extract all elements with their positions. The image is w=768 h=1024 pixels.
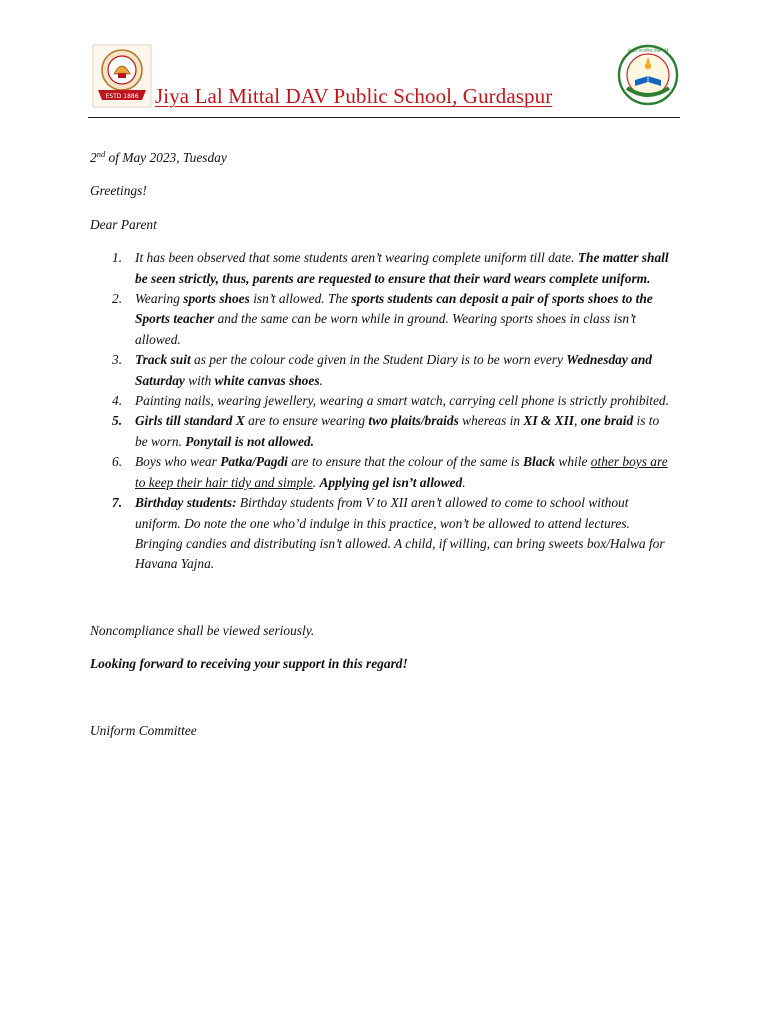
rule-text: Ponytail is not allowed. (185, 433, 314, 449)
rule-number: 7. (112, 495, 123, 511)
rule-text: XI & XII (523, 413, 574, 429)
cbse-logo-text: केन्द्रीय माध्यमिक शिक्षा बोर्ड (627, 48, 669, 53)
letterhead (0, 0, 768, 120)
date-suffix: nd (96, 149, 106, 159)
rule-number: 2. (112, 291, 123, 307)
rule-text: other boys are to keep their hair tidy and simple (135, 454, 668, 490)
rule-item (90, 411, 670, 452)
rule-text: Birthday students from V to XII aren’t allowed to come to school without uniform. Do note the one who’d indulge in this practice, won’t be allowed to attend lectures. Bringing candies and distributing isn’t allowed. A child, if willing, can bring sweets box/Halwa for Havana Yajna. (135, 495, 665, 572)
rule-number: 4. (112, 393, 123, 409)
rule-item (90, 493, 670, 575)
rule-number: 3. (112, 352, 123, 368)
signature: Uniform Committee (90, 722, 197, 738)
closing-line: Looking forward to receiving your support in this regard! (90, 656, 408, 672)
rule-item (90, 248, 670, 289)
rule-text: Boys who wear (135, 454, 221, 470)
rule-item (90, 452, 670, 493)
rule-text: is to be worn. (135, 413, 660, 449)
rule-text: . (312, 474, 320, 490)
rule-item (90, 391, 670, 411)
rule-item (90, 289, 670, 350)
rule-text: . (462, 474, 466, 490)
date-day: 2 (90, 150, 97, 165)
rule-text: It has been observed that some students aren’t wearing complete uniform till date. (135, 250, 578, 266)
dav-logo (92, 44, 152, 108)
date-rest: of May 2023, Tuesday (105, 150, 227, 165)
rule-text: are to ensure that the colour of the same is (287, 454, 524, 470)
rule-text: Wearing (135, 291, 184, 307)
salutation: Dear Parent (90, 216, 157, 232)
letter-date (90, 148, 670, 168)
rule-text: are to ensure wearing (244, 413, 369, 429)
rule-text: Track suit (135, 352, 191, 368)
rule-text: The matter shall be seen strictly, thus, parents are requested to ensure that their ward wears complete uniform. (135, 250, 669, 286)
letter-body (90, 148, 670, 741)
rule-number: 1. (112, 250, 123, 266)
rule-item (90, 350, 670, 391)
rule-text: two plaits/braids (368, 413, 459, 429)
rule-text: Patka/Pagdi (220, 454, 288, 470)
rule-text: Wednesday and Saturday (135, 352, 652, 388)
rule-text: Birthday students: (135, 495, 237, 511)
rule-text: Applying gel isn’t allowed (319, 474, 463, 490)
uniform-rules-list (90, 248, 670, 575)
header-divider (88, 117, 680, 118)
rule-number: 6. (112, 454, 123, 470)
rule-text: sports shoes (183, 291, 250, 307)
rule-text: with (184, 372, 215, 388)
rule-number: 5. (112, 413, 123, 429)
rule-text: one braid (580, 413, 634, 429)
rule-text: white canvas shoes (214, 372, 320, 388)
rule-text: sports students can deposit a pair of sports shoes to the Sports teacher (135, 291, 653, 327)
rule-text: whereas in (458, 413, 524, 429)
rule-text: isn’t allowed. The (249, 291, 352, 307)
noncompliance-note: Noncompliance shall be viewed seriously. (90, 622, 315, 638)
rule-text: Black (523, 454, 556, 470)
rule-text: Girls till standard X (135, 413, 245, 429)
rule-text: . (319, 372, 323, 388)
dav-logo-text: ESTD 1886 (105, 93, 139, 100)
rule-text: , (574, 413, 581, 429)
cbse-logo (617, 44, 679, 106)
rule-text: while (555, 454, 591, 470)
rule-text: and the same can be worn while in ground. Wearing sports shoes in class isn’t allowed. (135, 311, 636, 347)
rule-text: as per the colour code given in the Student Diary is to be worn every (190, 352, 567, 368)
school-name: Jiya Lal Mittal DAV Public School, Gurdaspur (155, 84, 553, 108)
rule-text: Painting nails, wearing jewellery, wearing a smart watch, carrying cell phone is strictly prohibited. (135, 393, 669, 409)
greeting: Greetings! (90, 183, 147, 199)
